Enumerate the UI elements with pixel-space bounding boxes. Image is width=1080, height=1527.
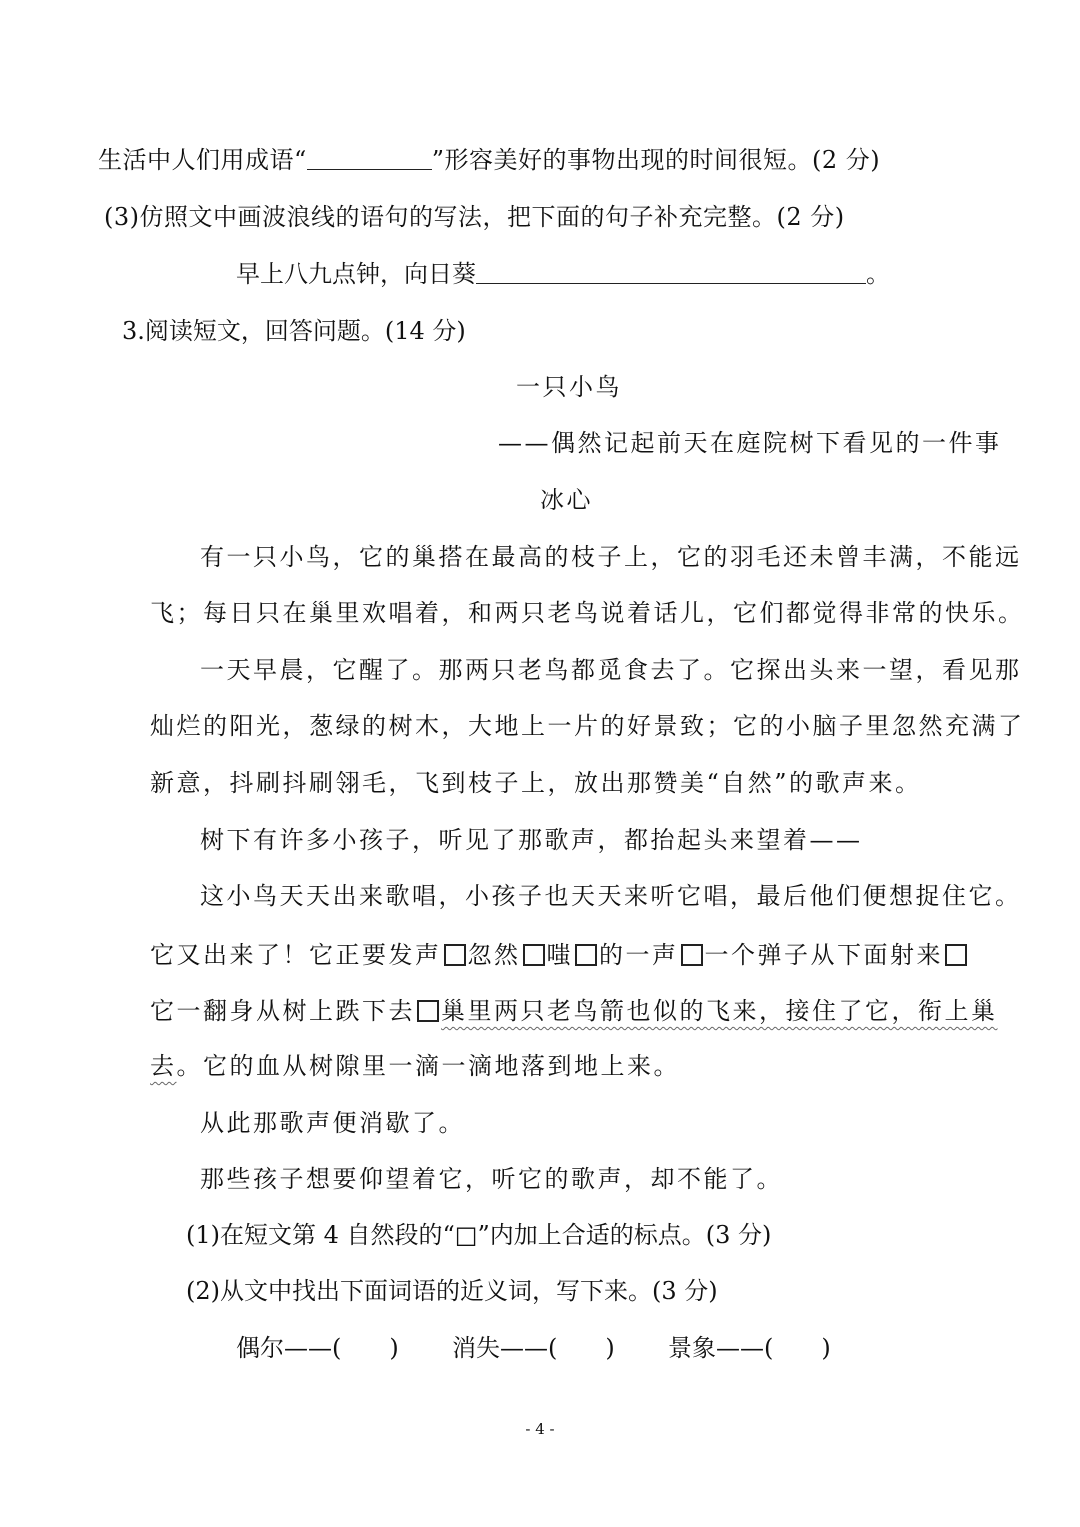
punctuation-box-2[interactable] — [523, 944, 545, 966]
passage-title: 一只小鸟 — [516, 373, 622, 401]
paragraph-2-line-2: 灿烂的阳光，葱绿的树木，大地上一片的好景致；它的小脑子里忽然充满了 — [150, 712, 1025, 740]
paragraph-1-line-1: 有一只小鸟，它的巢搭在最高的枝子上，它的羽毛还未曾丰满，不能远 — [200, 543, 1022, 571]
paragraph-4-line-3 — [150, 995, 998, 1027]
idiom-line-post: ”形容美好的事物出现的时间很短。(2 分) — [431, 146, 881, 174]
p4-text-g: 。它的血从树隙里一滴一滴地落到地上来。 — [176, 1052, 680, 1080]
subquestion-1: (1)在短文第 4 自然段的“□”内加上合适的标点。(3 分) — [186, 1221, 772, 1249]
paragraph-4-line-4 — [150, 1050, 680, 1082]
sunflower-fill-line — [236, 258, 890, 290]
paragraph-6: 那些孩子想要仰望着它，听它的歌声，却不能了。 — [200, 1165, 783, 1193]
paragraph-2-line-3: 新意，抖刷抖刷翎毛，飞到枝子上，放出那赞美“自然”的歌声来。 — [150, 769, 922, 797]
synonym-word-3[interactable]: 景象——( ) — [668, 1334, 831, 1362]
question-3-heading: 3.阅读短文，回答问题。(14 分) — [122, 317, 466, 345]
p4-text-f: 它一翻身从树上跌下去 — [150, 997, 415, 1025]
subquestion-3: (3)仿照文中画波浪线的语句的写法，把下面的句子补充完整。(2 分) — [104, 203, 845, 231]
p4-text-a: 它又出来了！它正要发声 — [150, 941, 442, 969]
idiom-answer-blank[interactable] — [307, 145, 432, 170]
subquestion-2: (2)从文中找出下面词语的近义词，写下来。(3 分) — [186, 1277, 718, 1305]
paragraph-2-line-1: 一天早晨，它醒了。那两只老鸟都觅食去了。它探出头来一望，看见那 — [200, 656, 1022, 684]
p4-text-d: 的一声 — [599, 941, 679, 969]
punctuation-box-1[interactable] — [444, 944, 466, 966]
synonym-word-2[interactable]: 消失——( ) — [452, 1334, 615, 1362]
idiom-question-line — [98, 144, 880, 176]
passage-subtitle: ——偶然记起前天在庭院树下看见的一件事 — [498, 429, 1002, 457]
idiom-line-pre: 生活中人们用成语“ — [98, 146, 307, 174]
paragraph-1-line-2: 飞；每日只在巢里欢唱着，和两只老鸟说着话儿，它们都觉得非常的快乐。 — [150, 599, 1025, 627]
punctuation-box-6[interactable] — [417, 1000, 439, 1022]
sunflower-answer-blank[interactable] — [476, 259, 866, 284]
punctuation-box-5[interactable] — [945, 944, 967, 966]
synonym-word-1[interactable]: 偶尔——( ) — [236, 1334, 399, 1362]
punctuation-box-4[interactable] — [681, 944, 703, 966]
fill-pre: 早上八九点钟，向日葵 — [236, 260, 476, 288]
wavy-underlined-end: 去 — [150, 1052, 177, 1080]
p4-text-c: 嗤 — [546, 941, 573, 969]
page-number: - 4 - — [525, 1420, 555, 1438]
wavy-underlined-sentence: 巢里两只老鸟箭也似的飞来，接住了它，衔上巢 — [441, 997, 998, 1025]
paragraph-3: 树下有许多小孩子，听见了那歌声，都抬起头来望着—— — [200, 826, 863, 854]
fill-post: 。 — [866, 260, 890, 288]
p4-text-b: 忽然 — [467, 941, 521, 969]
p4-text-e: 一个弹子从下面射来 — [704, 941, 943, 969]
paragraph-4-line-1: 这小鸟天天出来歌唱，小孩子也天天来听它唱，最后他们便想捉住它。 — [200, 882, 1022, 910]
paragraph-4-line-2 — [150, 939, 969, 971]
punctuation-box-3[interactable] — [575, 944, 597, 966]
paragraph-5: 从此那歌声便消歇了。 — [200, 1109, 465, 1137]
passage-author: 冰心 — [540, 486, 593, 514]
